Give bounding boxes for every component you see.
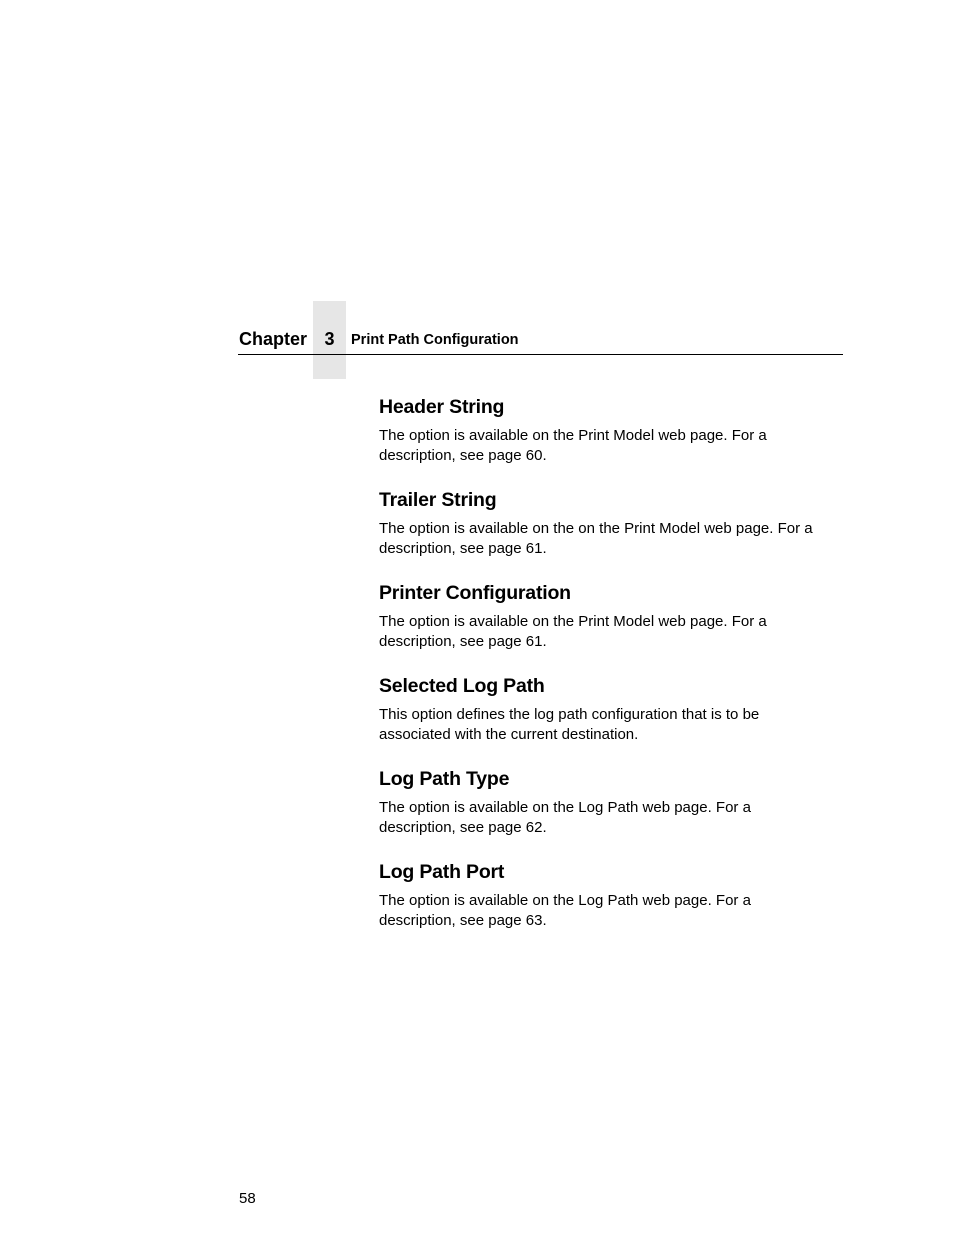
section-printer-configuration [379,580,839,652]
section-body [379,705,839,745]
body-line: description, see page 62. [379,819,547,836]
section-body [379,798,839,838]
section-heading: Selected Log Path [379,675,545,697]
section-body [379,519,839,559]
section-heading: Log Path Type [379,768,510,790]
body-line: The option is available on the Log Path web page. For a [379,799,751,816]
page-number: 58 [239,1190,256,1207]
section-trailer-string [379,487,839,559]
section-body [379,612,839,652]
chapter-number: 3 [324,329,335,349]
body-line: associated with the current destination. [379,726,639,743]
section-selected-log-path [379,673,839,745]
body-line: The option is available on the Print Model web page. For a [379,427,767,444]
section-heading: Header String [379,396,505,418]
header-rule [238,354,843,355]
body-line: description, see page 60. [379,447,547,464]
body-line: The option is available on the on the Print Model web page. For a [379,520,813,537]
section-log-path-type [379,766,839,838]
section-log-path-port [379,859,839,931]
section-body [379,891,839,931]
section-body [379,426,839,466]
section-header-string [379,394,839,466]
chapter-label: Chapter [239,329,308,349]
body-line: This option defines the log path configuration that is to be [379,706,760,723]
chapter-title: Print Path Configuration [351,332,519,348]
section-heading: Log Path Port [379,861,505,883]
body-line: description, see page 63. [379,912,547,929]
body-line: description, see page 61. [379,540,547,557]
body-line: The option is available on the Print Model web page. For a [379,613,767,630]
section-heading: Printer Configuration [379,582,571,604]
main-content [379,394,839,952]
body-line: description, see page 61. [379,633,547,650]
body-line: The option is available on the Log Path web page. For a [379,892,751,909]
section-heading: Trailer String [379,489,497,511]
